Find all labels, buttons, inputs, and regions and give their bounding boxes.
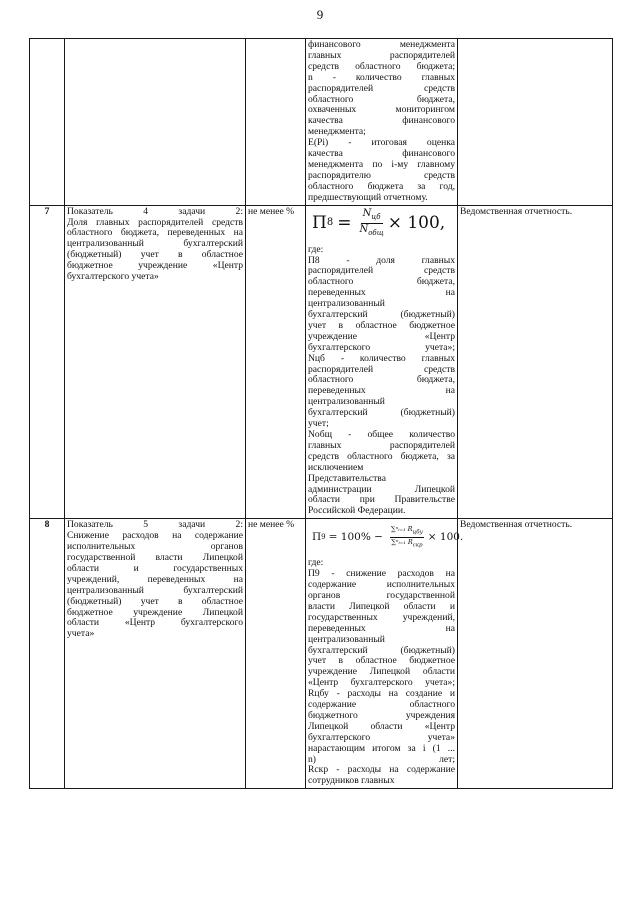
text-line: Липецкой области «Центр bbox=[308, 721, 455, 732]
text-line: централизованный bbox=[308, 634, 385, 645]
text-line: бухгалтерский (бюджетный) bbox=[308, 310, 455, 321]
text-line: бухгалтерского учета» bbox=[308, 732, 455, 743]
criterion: не менее % bbox=[246, 205, 306, 519]
text-line: «Центр бухгалтерского учета»; bbox=[308, 678, 455, 689]
indicators-table bbox=[29, 38, 613, 789]
text-line: государственной власти Липецкой bbox=[67, 552, 243, 563]
text-line: n - количество главных bbox=[308, 72, 455, 83]
text-line: государственных учреждений, bbox=[308, 612, 455, 623]
text-line: переведенных на bbox=[308, 386, 455, 397]
text-line: учет в областное бюджетное bbox=[308, 656, 455, 667]
text-line: исключением bbox=[308, 462, 364, 473]
text-line: средств областного бюджета, за bbox=[308, 451, 455, 462]
formula-eq: = bbox=[337, 213, 352, 234]
row-number: 8 bbox=[30, 519, 65, 789]
text-line: П9 - снижение расходов на bbox=[308, 569, 455, 580]
text-line: Снижение расходов на содержание bbox=[67, 531, 243, 542]
text-line: централизованный bbox=[308, 299, 385, 310]
description-lines bbox=[308, 40, 455, 204]
text-line: учреждений, переведенных на bbox=[67, 574, 243, 585]
text-line: бухгалтерский (бюджетный) bbox=[308, 645, 455, 656]
text-line: менеджмента по i-му главному bbox=[308, 159, 455, 170]
text-line: учета» bbox=[67, 629, 95, 640]
formula-num-sub: цбу bbox=[412, 529, 423, 536]
text-line: централизованный бухгалтерский bbox=[67, 239, 243, 250]
text-line: бухгалтерского учета» bbox=[67, 272, 159, 283]
text-line: учреждение Липецкой области bbox=[308, 667, 455, 678]
formula-p9 bbox=[312, 524, 464, 550]
formula-tail: × 100, bbox=[387, 213, 446, 234]
text-line: главных распорядителей bbox=[308, 50, 455, 61]
formula-den-sub: скр bbox=[412, 542, 423, 549]
text-line: Rскр - расходы на содержание bbox=[308, 765, 455, 776]
text-line: средств областного бюджета; bbox=[308, 61, 455, 72]
text-line: где: bbox=[308, 244, 324, 255]
text-line: областного бюджета, bbox=[308, 375, 455, 386]
row-number: 7 bbox=[30, 205, 65, 519]
text-line: главных распорядителей bbox=[308, 440, 455, 451]
formula-eq: = 100% − bbox=[328, 530, 383, 543]
text-line: областного бюджета, bbox=[308, 94, 455, 105]
text-line: централизованный bbox=[308, 397, 385, 408]
text-line: распорядителей средств bbox=[308, 266, 455, 277]
text-line: областного бюджета за год, bbox=[308, 181, 455, 192]
text-line: областного бюджета, bbox=[308, 277, 455, 288]
text-line: n) лет; bbox=[308, 754, 455, 765]
text-line: бюджетное учреждение «Центр bbox=[67, 261, 243, 272]
text-line: администрации Липецкой bbox=[308, 484, 455, 495]
text-line: переведенных на bbox=[308, 623, 455, 634]
text-line: учет; bbox=[308, 419, 329, 430]
source: Ведомственная отчетность. bbox=[458, 205, 613, 519]
formula-denominator: ∑ⁿᵢ₌₁ R bbox=[391, 537, 413, 546]
source-cell bbox=[458, 39, 613, 206]
text-line: Российской Федерации. bbox=[308, 506, 406, 517]
text-line: области «Центр бухгалтерского bbox=[67, 618, 243, 629]
formula-lhs: П bbox=[312, 213, 327, 234]
formula-num-sub: цб bbox=[371, 213, 381, 222]
text-line: Представительства bbox=[308, 473, 386, 484]
text-line: области и государственных bbox=[67, 563, 243, 574]
text-line: исполнительных органов bbox=[67, 542, 243, 553]
text-line: Показатель 5 задачи 2: bbox=[67, 520, 243, 531]
formula-denominator: N bbox=[359, 224, 369, 236]
text-line: области при Правительстве bbox=[308, 495, 455, 506]
text-line: Доля главных распорядителей средств bbox=[67, 217, 243, 228]
text-line: предшествующий отчетному. bbox=[308, 192, 428, 203]
criterion: не менее % bbox=[246, 519, 306, 789]
description-cell bbox=[306, 519, 464, 789]
text-line: где: bbox=[308, 558, 324, 569]
source: Ведомственная отчетность. bbox=[458, 519, 613, 789]
text-line: качества финансового bbox=[308, 149, 455, 160]
text-line: (бюджетный) учет в областное bbox=[67, 596, 243, 607]
formula-fraction bbox=[390, 525, 424, 549]
text-line: Rцбу - расходы на создание и bbox=[308, 689, 455, 700]
text-line: распорядителей средств bbox=[308, 83, 455, 94]
text-line: учет в областное бюджетное bbox=[308, 320, 455, 331]
formula-numerator: ∑ⁿᵢ₌₁ R bbox=[390, 525, 413, 534]
description-cell bbox=[306, 39, 458, 206]
text-line: распорядителей средств bbox=[308, 364, 455, 375]
table-row-8 bbox=[30, 519, 613, 789]
description-lines bbox=[308, 245, 455, 518]
text-line: централизованный бухгалтерский bbox=[67, 585, 243, 596]
description-lines bbox=[308, 558, 455, 787]
text-line: областного бюджета, переведенных на bbox=[67, 228, 243, 239]
text-line: (бюджетный) учет в областное bbox=[67, 250, 243, 261]
indicator-cell bbox=[65, 39, 246, 206]
text-line: охваченных мониторингом bbox=[308, 105, 455, 116]
text-line: бухгалтерского учета»; bbox=[308, 342, 455, 353]
table-row-continued bbox=[30, 39, 613, 206]
text-line: бюджетного учреждения bbox=[308, 710, 455, 721]
text-line: Показатель 4 задачи 2: bbox=[67, 206, 243, 217]
indicator-cell bbox=[65, 205, 246, 519]
formula-fraction bbox=[359, 208, 383, 239]
text-line: переведенных на bbox=[308, 288, 455, 299]
text-line: Nобщ - общее количество bbox=[308, 430, 455, 440]
table-row-7 bbox=[30, 205, 613, 519]
text-line: содержание исполнительных bbox=[308, 580, 455, 591]
indicator-cell bbox=[65, 519, 246, 789]
text-line: сотрудников главных bbox=[308, 776, 395, 787]
text-line: П8 - доля главных bbox=[308, 255, 455, 266]
text-line: содержание областного bbox=[308, 700, 455, 711]
formula-tail: × 100. bbox=[427, 530, 464, 543]
page-number: 9 bbox=[316, 7, 324, 22]
formula-den-sub: общ bbox=[368, 229, 384, 238]
formula-lhs-sub: 8 bbox=[326, 217, 334, 229]
formula-p8 bbox=[312, 209, 455, 239]
text-line: качества финансового bbox=[308, 116, 455, 127]
text-line: нарастающим итогом за i (1 ... bbox=[308, 743, 455, 754]
formula-lhs-sub: 9 bbox=[321, 532, 326, 541]
indicator-text bbox=[67, 520, 243, 640]
text-line: бухгалтерский (бюджетный) bbox=[308, 408, 455, 419]
text-line: финансового менеджмента bbox=[308, 40, 455, 50]
text-line: Nцб - количество главных bbox=[308, 353, 455, 364]
text-line: учреждение «Центр bbox=[308, 331, 455, 342]
row-number-cell bbox=[30, 39, 65, 206]
text-line: E(Pi) - итоговая оценка bbox=[308, 138, 455, 149]
description-cell bbox=[306, 205, 458, 519]
text-line: органов государственной bbox=[308, 590, 455, 601]
text-line: бюджетное учреждение Липецкой bbox=[67, 607, 243, 618]
text-line: менеджмента; bbox=[308, 127, 366, 138]
formula-lhs: П bbox=[312, 530, 322, 543]
text-line: распорядителю средств bbox=[308, 170, 455, 181]
formula-numerator: N bbox=[362, 208, 372, 220]
criterion-cell bbox=[246, 39, 306, 206]
text-line: власти Липецкой области и bbox=[308, 601, 455, 612]
indicator-text bbox=[67, 207, 243, 283]
